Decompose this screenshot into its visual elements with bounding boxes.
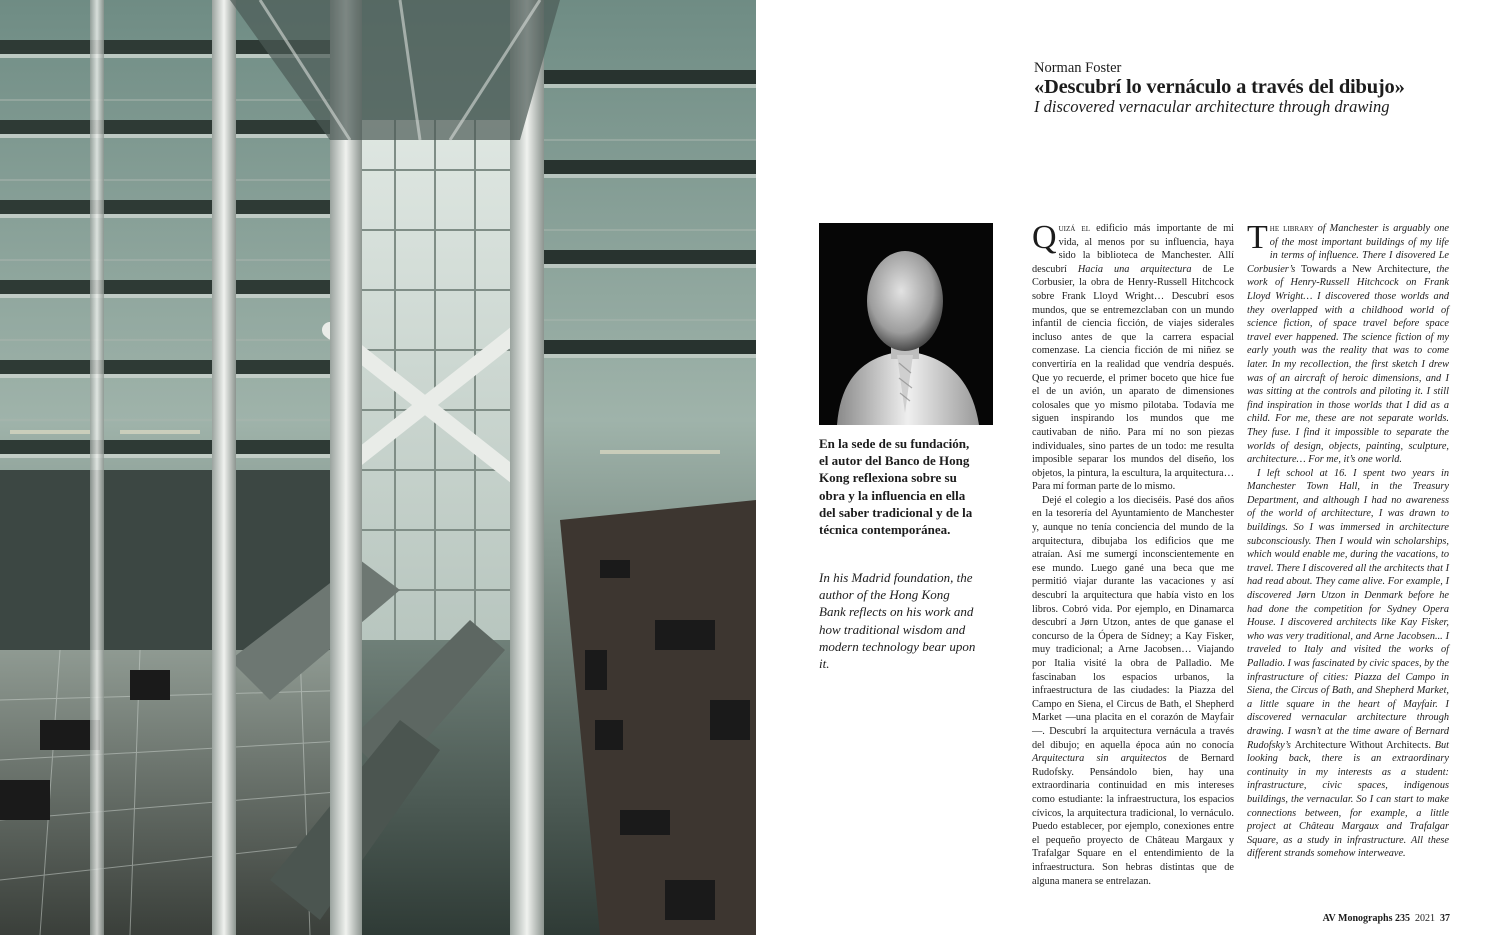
- portrait-photo: [819, 223, 993, 425]
- caption-english: In his Madrid foundation, the author of the Hong Kong Bank reflects on his work and how traditional wisdom and modern technology bear upon it.: [819, 570, 976, 672]
- article-header: [1034, 60, 1474, 116]
- portrait-illustration: [819, 223, 993, 425]
- page-footer: [1296, 913, 1450, 925]
- paragraph: Quizá el edificio más importante de mi vida, al menos por su influencia, haya sido la biblioteca de Manchester. Allí descubrí Hacia una arquitectura de Le Corbusier, la obra de Henry-Russell Hitchcock sobre Frank Lloyd Wright… Descubrí esos mundos, que se entremezclaban con un mundo infantil de ciencia ficción, de viajes siderales incluso antes de que la carrera espacial comenzase. La ciencia ficción de mi niñez se convertiría en la realidad que vendría después. Que yo recuerde, el primer boceto que hice fue el de un avión, un aparato de dimensiones colosales que yo mismo pilotaba. Todavía me siguen inspirando los mundos que me cautivaban de niño. Para mí no son piezas individuales, sino partes de un todo: me resulta imposible separar los mundos del diseño, los objetos, la pintura, la escultura, la arquitectura… Para mí forman parte de lo mismo.: [1032, 219, 1235, 493]
- paragraph: The library of Manchester is arguably one of the most important buildings of my life in terms of influence. There I disovered Le Corbusier’s Towards a New Architecture, the work of Henry-Russell Hitchcock on Frank Lloyd Wright… I discovered those worlds and they overlapped with a childhood world of science fiction, of space travel before space travel ever happened. The science fiction of my early youth was the reality that was to come later. In my recollection, the first sketch I drew was of an aircraft of heroic dimensions, and I was sitting at the controls and piloting it. I still find inspiration in those worlds that I did as a child. For me, these are not separate worlds. They fuse. I find it impossible to separate the worlds of design, objects, painting, sculpture, architecture… For me, it’s one world.: [1247, 219, 1449, 466]
- paragraph: I left school at 16. I spent two years in Manchester Town Hall, in the Treasury Department, and although I had no awareness of the world of architecture, I was drawn to buildings. So I was immersed in architecture subconsciously. Then I would win scholarships, which would enable me, during the vacations, to travel. There I discovered all the architects that I had read about. They came alive. For example, I discovered Jørn Utzon in Denmark before he had done the competition for Sydney Opera House. I discovered architects like Kay Fisker, who was very traditional, and Arne Jacobsen... I traveled to Italy and visited the works of Palladio. I was fascinated by civic spaces, by the infrastructure of cities: Piazza del Campo in Siena, the Circus of Bath, and Shepherd Market, a little square in the heart of Mayfair. I discovered vernacular architecture through drawing. I wasn’t at the time aware of Bernard Rudofsky’s Architecture Without Architects. But looking back, there is an extraordinary continuity in my interests as a student: infrastructure, civic spaces, indigenous buildings, the vernacular. So I can start to make connections between, for example, a little project at Château Margaux and Trafalgar Square, as a study in infrastructure. All these different strands somehow interweave.: [1247, 467, 1450, 860]
- page-number: 37: [1440, 913, 1450, 924]
- title-spanish: «Descubrí lo vernáculo a través del dibujo»: [1034, 76, 1405, 98]
- drop-cap: Q: [1032, 219, 1057, 256]
- publication-name: AV Monographs 235: [1322, 913, 1410, 924]
- caption-spanish: En la sede de su fundación, el autor del Banco de Hong Kong reflexiona sobre su obra y la influencia en ella del saber tradicional y de la técnica contemporánea.: [819, 436, 973, 538]
- drop-cap: T: [1247, 219, 1268, 256]
- author-name: Norman Foster: [1034, 60, 1122, 76]
- article-column-english: [1247, 219, 1450, 861]
- title-english: I discovered vernacular architecture through drawing: [1034, 97, 1390, 116]
- article-column-spanish: [1032, 219, 1235, 888]
- paragraph: Dejé el colegio a los dieciséis. Pasé dos años en la tesorería del Ayuntamiento de Manchester y, aunque no tenía conciencia del mundo de la arquitectura, dibujaba los edificios que me atraían. Así me sumergí inconscientemente en ese mundo. Luego gané una beca que me permitió viajar durante las vacaciones y así descubrí la arquitectura que había visto en los libros. Cobró vida. Por ejemplo, en Dinamarca descubrí a Jørn Utzon, antes de que ganase el concurso de la Ópera de Sídney; a Kay Fisker, muy tradicional; a Arne Jacobsen… Viajando por Italia visité la obra de Palladio. Me fascinaban los espacios urbanos, la infraestructura de las ciudades: la Piazza del Campo en Siena, el Circus de Bath, el Shepherd Market —una placita en el corazón de Mayfair—. Descubrí la arquitectura vernácula a través del dibujo; en aquella época aún no conocía Arquitectura sin arquitectos de Bernard Rudofsky. Pensándolo bien, hay una extraordinaria continuidad en mis intereses como estudiante: la infraestructura, los espacios cívicos, la arquitectura tradicional, lo vernáculo. Puedo establecer, por ejemplo, conexiones entre el pequeño proyecto de Château Margaux y Trafalgar Square en el entendimiento de la infraestructura. Son hebras distintas que de alguna manera se entrelazan.: [1032, 494, 1235, 887]
- publication-year: 2021: [1415, 913, 1435, 924]
